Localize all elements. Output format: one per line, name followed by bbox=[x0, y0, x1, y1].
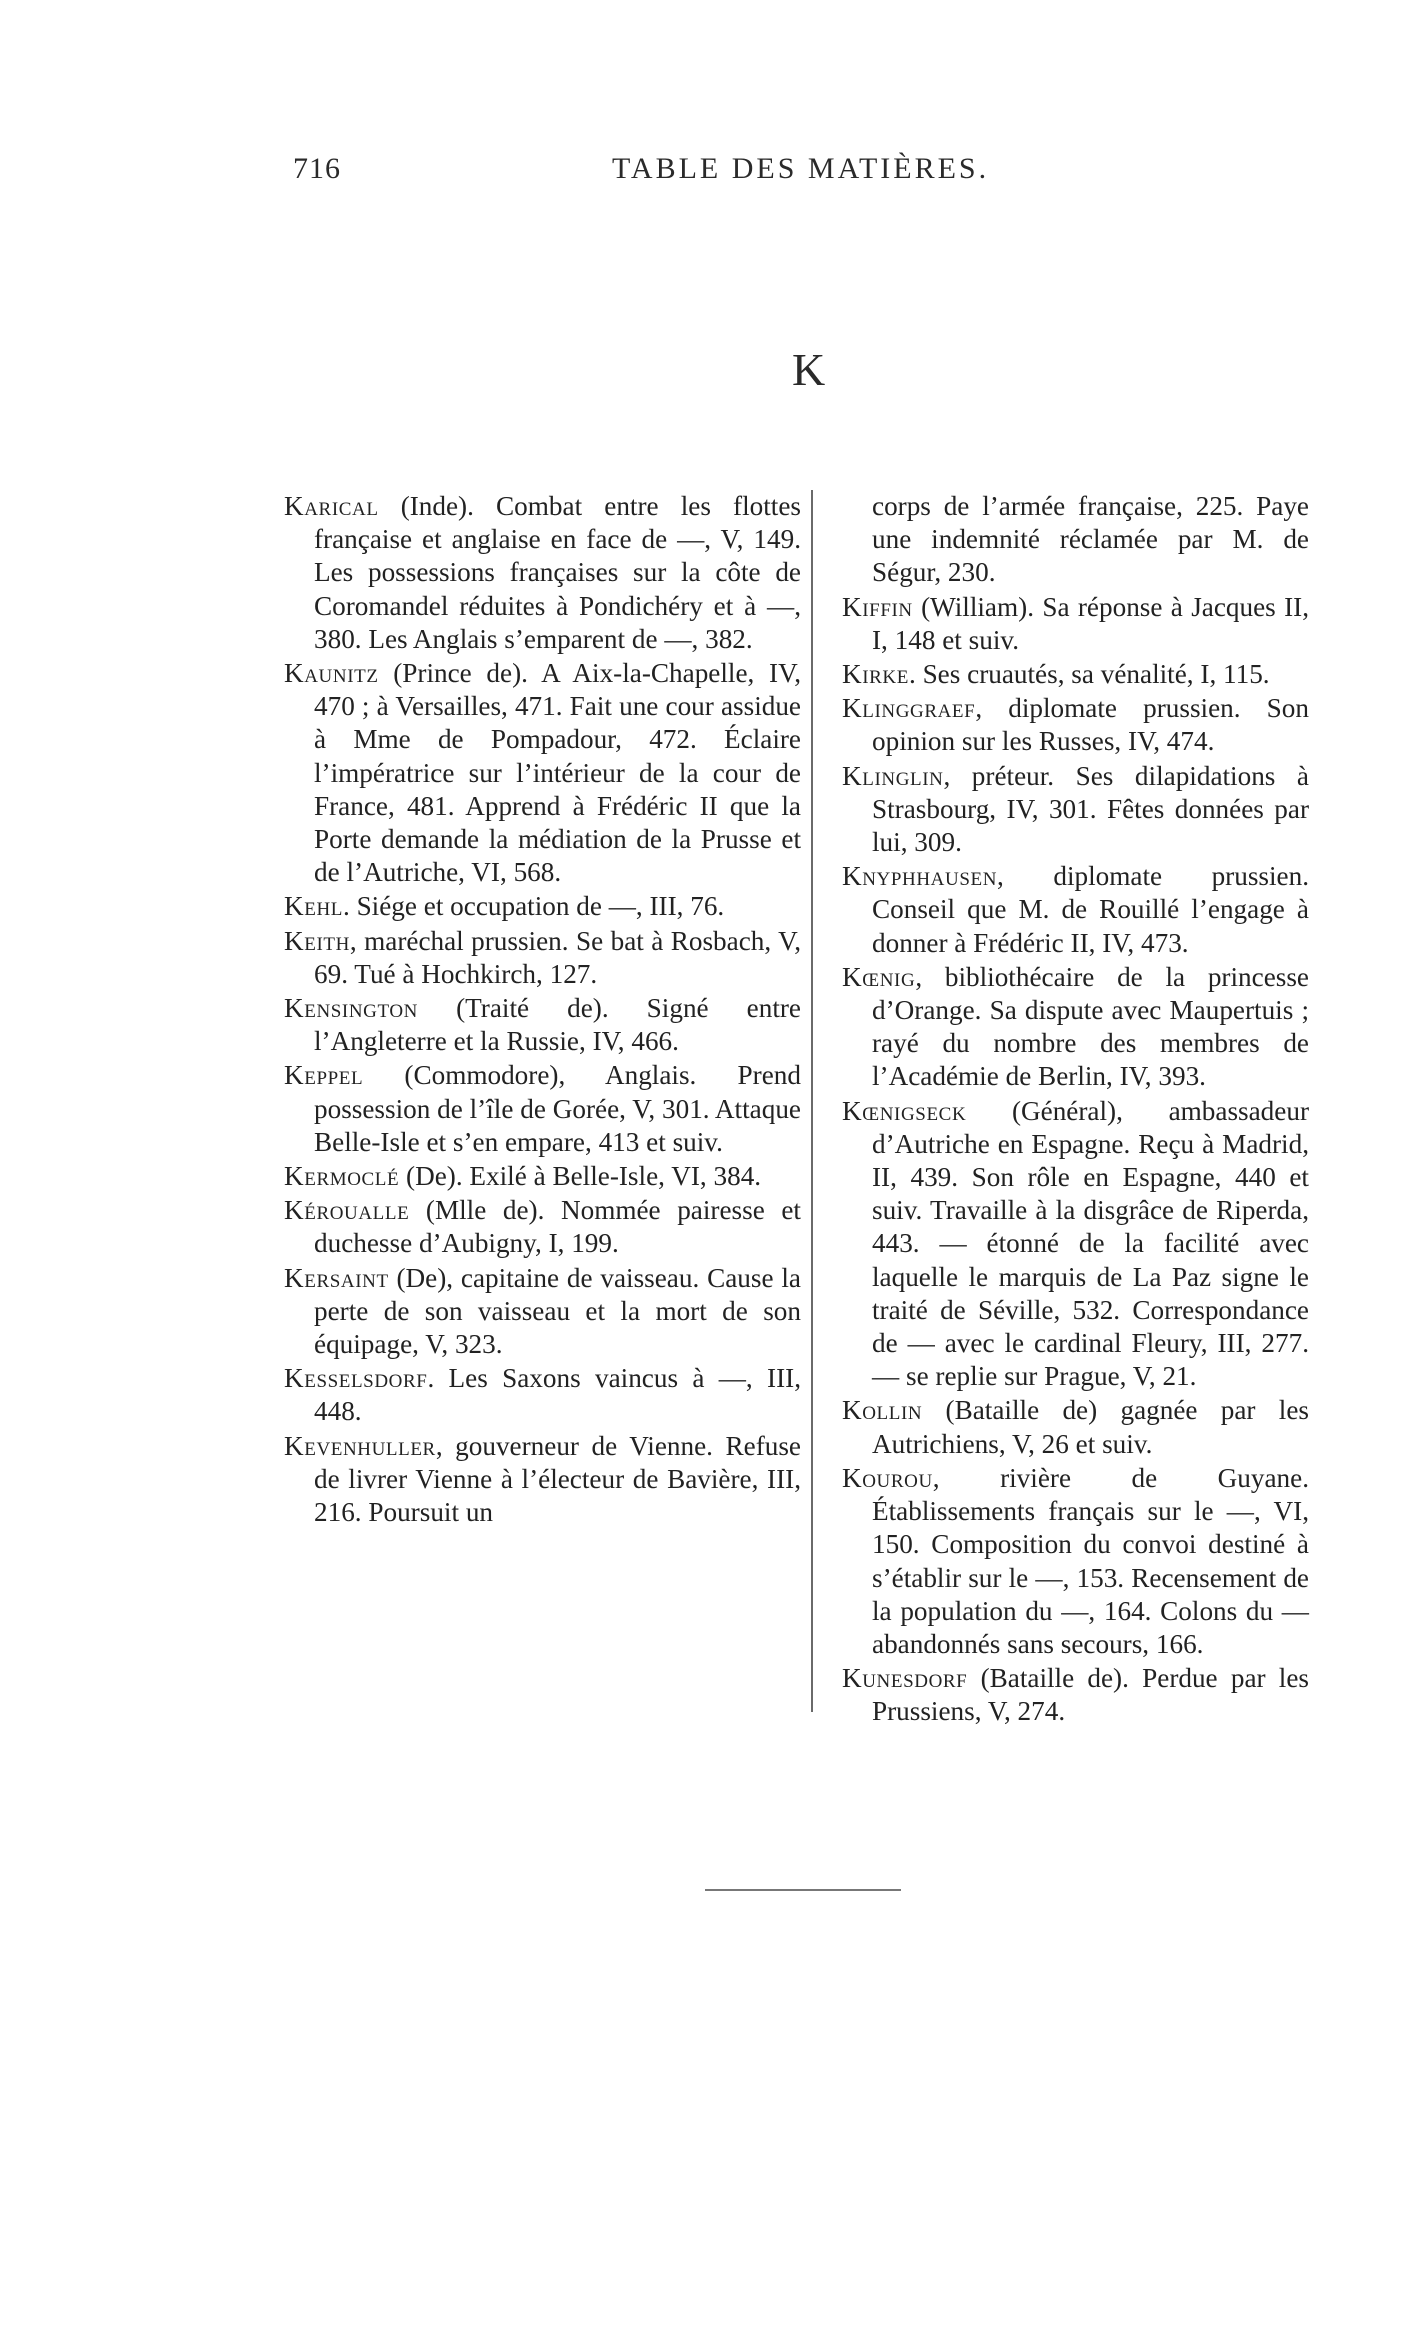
entry-text: (Inde). Combat entre les flottes française et anglaise en face de —, V, 149. Les possessions françaises sur la côte de Coromandel réduites à Pondichéry et à —, 380. Les Anglais s’emparent de —, 382. bbox=[314, 491, 801, 654]
index-entry bbox=[284, 890, 801, 923]
entry-headword: Kensington bbox=[284, 993, 419, 1024]
index-entry bbox=[284, 1194, 801, 1260]
index-entry bbox=[284, 1362, 801, 1428]
entry-headword: Kéroualle bbox=[284, 1195, 410, 1226]
index-entry bbox=[284, 1160, 801, 1193]
entry-text: , maréchal prussien. Se bat à Rosbach, V, 69. Tué à Hochkirch, 127. bbox=[314, 925, 801, 989]
entry-headword: Kermoclé bbox=[284, 1161, 400, 1192]
entry-text: (Bataille de). Perdue par les Prussiens, V, 274. bbox=[872, 1663, 1309, 1727]
entry-headword: Karical bbox=[284, 491, 379, 521]
index-column-right bbox=[842, 490, 1309, 1730]
entry-text: . Siége et occupation de —, III, 76. bbox=[342, 891, 725, 922]
entry-text: (William). Sa réponse à Jacques II, I, 148 et suiv. bbox=[872, 591, 1309, 655]
index-entry bbox=[842, 591, 1309, 657]
entry-text: . Ses cruautés, sa vénalité, I, 115. bbox=[908, 659, 1270, 690]
entry-headword: Keppel bbox=[284, 1060, 364, 1091]
entry-text: , diplomate prussien. Son opinion sur les Russes, IV, 474. bbox=[872, 693, 1309, 757]
index-entry bbox=[284, 925, 801, 991]
index-entry bbox=[842, 760, 1309, 860]
entry-text: (Mlle de). Nommée pairesse et duchesse d’Aubigny, I, 199. bbox=[314, 1195, 801, 1259]
entry-headword: Kœnig bbox=[842, 961, 916, 992]
entry-text: (Général), ambassadeur d’Autriche en Espagne. Reçu à Madrid, II, 439. Son rôle en Espagne, 440 et suiv. Travaille à la disgrâce de Riperda, 443. — étonné de la facilité avec laquelle le marquis de La Paz signe le traité de Séville, 532. Correspondance de — avec le cardinal Fleury, III, 277. — se replie sur Prague, V, 21. bbox=[872, 1095, 1309, 1392]
index-entry bbox=[284, 992, 801, 1058]
entry-text: , diplomate prussien. Conseil que M. de Rouillé l’engage à donner à Frédéric II, IV, 473. bbox=[872, 861, 1309, 958]
index-column-left bbox=[284, 490, 801, 1530]
index-entry bbox=[284, 1059, 801, 1159]
index-entry bbox=[842, 1095, 1309, 1394]
index-entry bbox=[842, 658, 1309, 691]
index-entry bbox=[284, 490, 801, 656]
entry-headword: Knyphhausen bbox=[842, 861, 998, 892]
entry-text: (Prince de). A Aix-la-Chapelle, IV, 470 ; à Versailles, 471. Fait une cour assidue à Mme de Pompadour, 472. Éclaire l’impératrice sur l’intérieur de la cour de France, 481. Apprend à Frédéric II que la Porte demande la médiation de la Prusse et de l’Autriche, VI, 568. bbox=[314, 658, 801, 888]
end-rule bbox=[705, 1889, 901, 1891]
entry-text: , bibliothécaire de la princesse d’Orange. Sa dispute avec Maupertuis ; rayé du nombre des membres de l’Académie de Berlin, IV, 393. bbox=[872, 961, 1309, 1092]
index-entry bbox=[284, 657, 801, 889]
entry-text: , rivière de Guyane. Établissements français sur le —, VI, 150. Composition du convoi destiné à s’établir sur le —, 153. Recensement de la population du —, 164. Colons du — abandonnés sans secours, 166. bbox=[872, 1462, 1309, 1659]
section-letter: K bbox=[792, 344, 826, 395]
entry-headword: Kourou bbox=[842, 1462, 933, 1493]
entry-headword: Kesselsdorf bbox=[284, 1363, 428, 1394]
entry-headword: Kunesdorf bbox=[842, 1663, 968, 1694]
entry-headword: Klinggraef bbox=[842, 693, 976, 724]
entry-headword: Kersaint bbox=[284, 1262, 389, 1293]
entry-headword: Kirke bbox=[842, 659, 909, 690]
entry-text: (De). Exilé à Belle-Isle, VI, 384. bbox=[399, 1161, 762, 1192]
entry-text: , gouverneur de Vienne. Refuse de livrer Vienne à l’électeur de Bavière, III, 216. Poursuit un bbox=[314, 1430, 801, 1528]
running-head: TABLE DES MATIÈRES. bbox=[612, 152, 990, 185]
entry-headword: Kevenhuller bbox=[284, 1430, 436, 1461]
entry-headword: Kollin bbox=[842, 1395, 923, 1426]
index-entry bbox=[284, 1262, 801, 1362]
index-entry bbox=[842, 1462, 1309, 1661]
entry-headword: Kiffin bbox=[842, 591, 913, 622]
entry-headword: Kœnigseck bbox=[842, 1095, 967, 1126]
entry-text: (De), capitaine de vaisseau. Cause la perte de son vaisseau et la mort de son équipage, V, 323. bbox=[314, 1262, 801, 1360]
index-entry bbox=[842, 860, 1309, 960]
entry-headword: Klinglin bbox=[842, 760, 944, 791]
index-entry bbox=[842, 692, 1309, 758]
entry-text: , préteur. Ses dilapidations à Strasbourg, IV, 301. Fêtes données par lui, 309. bbox=[872, 760, 1309, 858]
entry-text: . Les Saxons vaincus à —, III, 448. bbox=[314, 1363, 801, 1427]
entry-headword: Keith bbox=[284, 925, 350, 956]
index-entry bbox=[842, 961, 1309, 1094]
index-entry bbox=[842, 1662, 1309, 1728]
entry-text: corps de l’armée française, 225. Paye une indemnité réclamée par M. de Ségur, 230. bbox=[872, 491, 1309, 588]
page-number: 716 bbox=[293, 152, 341, 185]
index-entry bbox=[842, 490, 1309, 590]
entry-headword: Kaunitz bbox=[284, 658, 379, 689]
column-divider bbox=[811, 490, 813, 1712]
entry-text: (Traité de). Signé entre l’Angleterre et la Russie, IV, 466. bbox=[314, 993, 801, 1057]
index-entry bbox=[842, 1394, 1309, 1460]
entry-text: (Commodore), Anglais. Prend possession de l’île de Gorée, V, 301. Attaque Belle-Isle et s’en empare, 413 et suiv. bbox=[314, 1060, 801, 1157]
index-entry bbox=[284, 1430, 801, 1530]
entry-headword: Kehl bbox=[284, 891, 343, 922]
entry-text: (Bataille de) gagnée par les Autrichiens, V, 26 et suiv. bbox=[872, 1395, 1309, 1459]
